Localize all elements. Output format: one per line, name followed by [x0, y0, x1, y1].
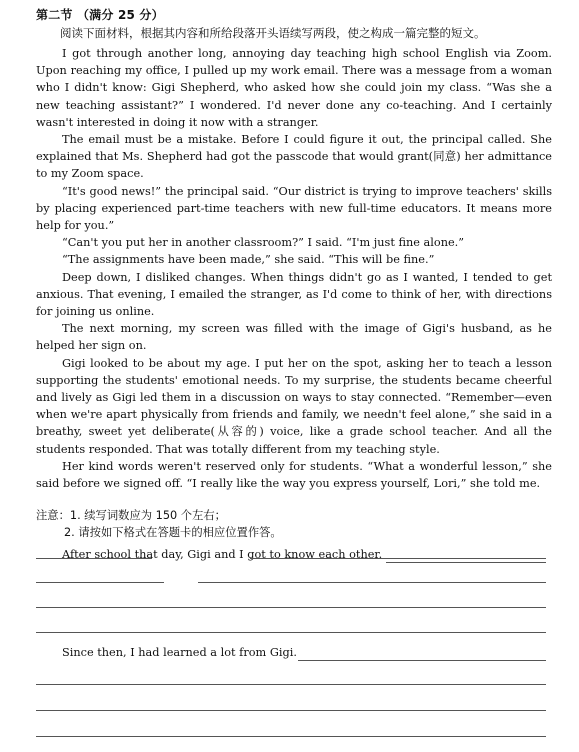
passage-paragraph: The next morning, my screen was filled with the image of Gigi's husband, as he helped her sign on. — [36, 322, 552, 353]
instruction-text: 阅读下面材料，根据其内容和所给段落开头语续写两段，使之构成一篇完整的短文。 — [60, 26, 486, 40]
passage-paragraph: Deep down, I disliked changes. When things didn't go as I wanted, I tended to get anxious. That evening, I emailed the stranger, as I'd come to think of her, with directions for joining us online. — [36, 270, 552, 319]
answer-line[interactable] — [36, 684, 546, 685]
note-word-count: 注意：1. 续写词数应为 150 个左右； — [36, 509, 226, 522]
continuation-prompt-2: Since then, I had learned a lot from Gigi. — [62, 646, 297, 659]
answer-line[interactable] — [36, 582, 164, 583]
answer-line[interactable] — [298, 660, 546, 661]
passage-paragraph: Her kind words weren't reserved only for students. “What a wonderful lesson,” she said before we signed off. “I really like the way you express yourself, Lori,” she told me. — [36, 459, 552, 491]
answer-line[interactable] — [36, 607, 546, 608]
answer-line[interactable] — [386, 562, 546, 563]
passage-paragraph: I got through another long, annoying day teaching high school English via Zoom. Upon reaching my office, I pulled up my work email. There was a message from a woman who I didn't know: Gigi Shepherd, who asked how she could join my class. “Was she a new teaching assistant?” I wondered. I'd never done any co-teaching. And I certainly wasn't interested in doing it now with a stranger. — [36, 47, 552, 129]
passage-paragraph: “The assignments have been made,” she said. “This will be fine.” — [62, 253, 435, 267]
note-answer-format: 2. 请按如下格式在答题卡的相应位置作答。 — [64, 526, 282, 539]
answer-line[interactable] — [250, 558, 546, 559]
answer-line[interactable] — [36, 710, 546, 711]
section-header: 第二节 （满分 25 分） — [36, 8, 164, 22]
reading-passage — [36, 45, 552, 492]
answer-line[interactable] — [36, 632, 546, 633]
passage-paragraph: The email must be a mistake. Before I could figure it out, the principal called. She explained that Ms. Shepherd had got the passcode that would grant(同意) her admittance to my Zoom space. — [36, 133, 552, 181]
answer-line[interactable] — [36, 558, 152, 559]
passage-paragraph: Gigi looked to be about my age. I put her on the spot, asking her to teach a lesson supporting the students' emotional needs. To my surprise, the students became cheerful and lively as Gigi led them in a discussion on ways to stay connected. “Remember—even when we're apart physically from friends and family, we needn't feel alone,” she said in a breathy, sweet yet deliberate(从容的) voice, like a grade school teacher. And all the students responded. That was totally different from my teaching style. — [36, 356, 552, 456]
continuation-prompt-1: After school that day, Gigi and I got to know each other. — [62, 548, 383, 561]
passage-paragraph: “It's good news!” the principal said. “Our district is trying to improve teachers' skills by placing experienced part-time teachers with new full-time educators. It means more help for you.” — [36, 184, 552, 233]
passage-paragraph: “Can't you put her in another classroom?” I said. “I'm just fine alone.” — [62, 236, 465, 250]
notes — [36, 507, 282, 541]
answer-line[interactable] — [36, 736, 546, 737]
answer-line[interactable] — [198, 582, 546, 583]
